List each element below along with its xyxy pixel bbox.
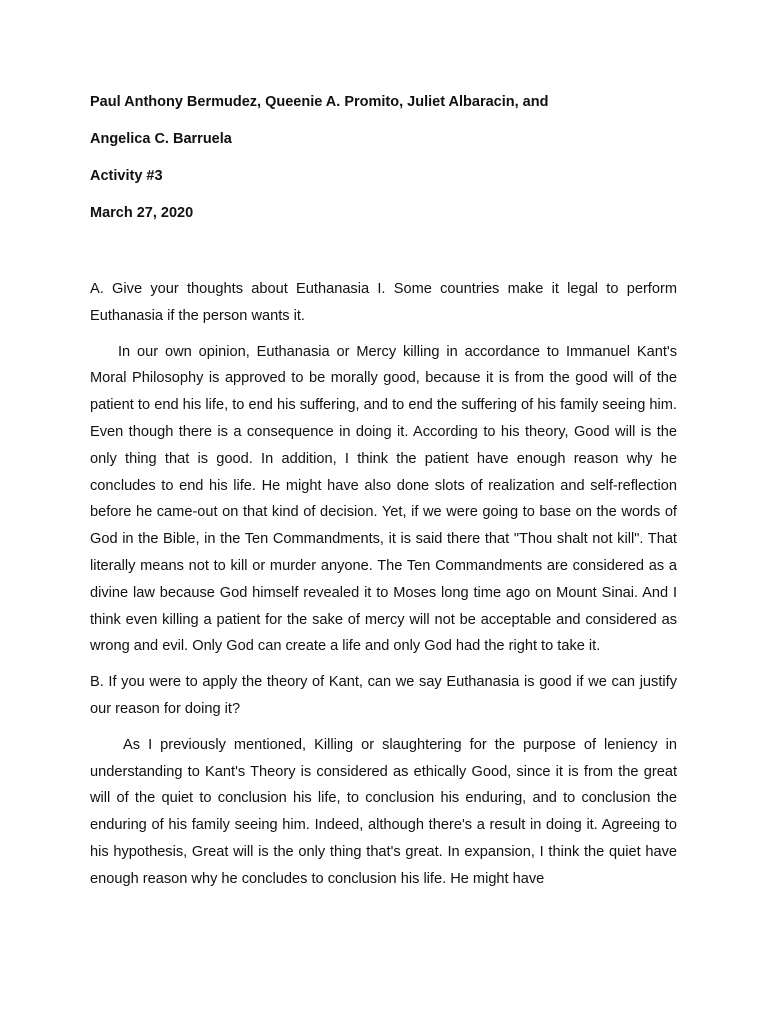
question-b: B. If you were to apply the theory of Kant, can we say Euthanasia is good if we can justify our reason for doing it?: [90, 674, 677, 717]
document-header: [90, 92, 690, 240]
question-a: A. Give your thoughts about Euthanasia I. Some countries make it legal to perform Euthanasia if the person wants it.: [90, 281, 677, 324]
answer-b: As I previously mentioned, Killing or slaughtering for the purpose of leniency in understanding to Kant's Theory is considered as ethically Good, since it is from the great will of the quiet to conclusion his life, to conclusion his enduring, and to conclusion the enduring of his family seeing him. Indeed, although there's a result in doing it. Agreeing to his hypothesis, Great will is the only thing that's great. In expansion, I think the quiet have enough reason why he concludes to conclusion his life. He might have: [90, 736, 677, 887]
document-body: [90, 276, 677, 902]
authors-line-1: Paul Anthony Bermudez, Queenie A. Promito, Juliet Albaracin, and: [90, 94, 549, 110]
activity-title: Activity #3: [90, 168, 163, 184]
answer-a: In our own opinion, Euthanasia or Mercy killing in accordance to Immanuel Kant's Moral Philosophy is approved to be morally good, because it is from the good will of the patient to end his life, to end his suffering, and to end the suffering of his family seeing him. Even though there is a consequence in doing it. According to his theory, Good will is the only thing that is good. In addition, I think the patient have enough reason why he concludes to end his life. He might have also done slots of realization and self-reflection before he came-out on that kind of decision. Yet, if we were going to base on the words of God in the Bible, in the Ten Commandments, it is said there that "Thou shalt not kill". That literally means not to kill or murder anyone. The Ten Commandments are considered as a divine law because God himself revealed it to Moses long time ago on Mount Sinai. And I think even killing a patient for the sake of mercy will not be acceptable and considered as wrong and evil. Only God can create a life and only God had the right to take it.: [90, 343, 677, 655]
authors-line-2: Angelica C. Barruela: [90, 131, 232, 147]
document-date: March 27, 2020: [90, 205, 194, 221]
